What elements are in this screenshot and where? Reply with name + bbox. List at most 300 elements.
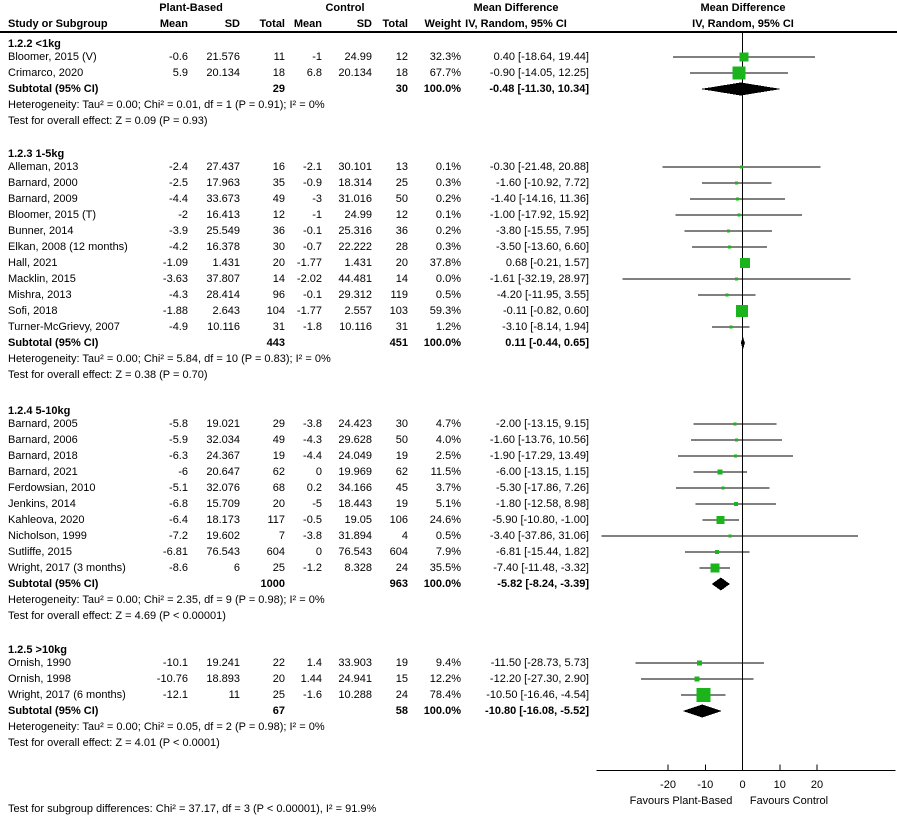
cell-ci-text: -5.90 [-10.80, -1.00] (492, 514, 589, 526)
cell-total-control: 19 (395, 498, 408, 510)
cell-total-control: 106 (389, 514, 408, 526)
cell-total-plant: 14 (272, 273, 285, 285)
col-header-total-plant: Total (259, 18, 285, 30)
cell-total-plant: 20 (272, 257, 285, 269)
study-name: Jenkins, 2014 (8, 498, 76, 510)
cell-mean-control: -0.1 (303, 289, 322, 301)
cell-weight: 24.6% (429, 514, 461, 526)
cell-total-plant: 20 (272, 498, 285, 510)
effect-square (721, 487, 724, 490)
heterogeneity-text: Heterogeneity: Tau² = 0.00; Chi² = 0.01, df = 1 (P = 0.91); I² = 0% (8, 99, 325, 111)
cell-total-plant: 49 (272, 434, 285, 446)
cell-ci-text: -5.30 [-17.86, 7.26] (496, 482, 589, 494)
axis-tick-label: 0 (739, 779, 746, 791)
subtotal-label: Subtotal (95% CI) (8, 337, 99, 349)
cell-sd-plant: 11 (228, 689, 240, 701)
cell-weight: 78.4% (429, 689, 461, 701)
cell-total-control: 103 (389, 305, 408, 317)
cell-total-plant: 36 (272, 225, 285, 237)
cell-sd-control: 22.222 (338, 241, 372, 253)
cell-sd-control: 76.543 (338, 546, 372, 558)
cell-ci-text: -0.90 [-14.05, 12.25] (489, 67, 589, 79)
cell-total-control: 24 (395, 689, 408, 701)
effect-square (737, 214, 740, 217)
cell-total-control: 50 (395, 434, 408, 446)
study-name: Crimarco, 2020 (8, 67, 84, 79)
cell-total-plant: 20 (272, 673, 285, 685)
cell-mean-plant: -4.4 (169, 193, 188, 205)
cell-mean-plant: -0.6 (169, 51, 188, 63)
cell-sd-plant: 32.034 (206, 434, 240, 446)
cell-sd-plant: 19.602 (206, 530, 240, 542)
cell-weight: 0.5% (435, 530, 461, 542)
axis-tick-label: 10 (773, 779, 786, 791)
col-header-sd-control: SD (356, 18, 372, 30)
overall-effect-text: Test for overall effect: Z = 4.69 (P < 0.00001) (8, 610, 226, 622)
cell-ci-text: -1.40 [-14.16, 11.36] (490, 193, 589, 205)
study-name: Turner-McGrievy, 2007 (8, 321, 120, 333)
cell-ci-text: -1.00 [-17.92, 15.92] (489, 209, 589, 221)
cell-sd-control: 19.969 (338, 466, 372, 478)
effect-square (725, 294, 728, 297)
cell-mean-plant: -7.2 (169, 530, 188, 542)
effect-square (740, 258, 750, 268)
cell-sd-control: 33.903 (338, 657, 372, 669)
cell-total-control: 963 (389, 578, 408, 590)
cell-mean-control: -1.77 (296, 257, 322, 269)
cell-total-control: 13 (395, 161, 408, 173)
cell-weight: 11.5% (430, 466, 461, 478)
cell-sd-control: 24.941 (338, 673, 372, 685)
cell-ci-text: -3.10 [-8.14, 1.94] (502, 321, 589, 333)
cell-weight: 0.1% (435, 209, 461, 221)
cell-mean-plant: -10.1 (162, 657, 188, 669)
heterogeneity-text: Heterogeneity: Tau² = 0.00; Chi² = 5.84, df = 10 (P = 0.83); I² = 0% (8, 353, 331, 365)
cell-sd-plant: 10.116 (207, 321, 240, 333)
col-header-mean-plant: Mean (159, 18, 188, 30)
cell-total-control: 119 (390, 289, 408, 301)
effect-square (733, 67, 746, 80)
cell-weight: 0.3% (435, 177, 461, 189)
cell-mean-plant: -5.1 (169, 482, 188, 494)
effect-square (736, 305, 748, 317)
cell-weight: 3.7% (435, 482, 461, 494)
col-header-ci-text: IV, Random, 95% CI (465, 18, 567, 30)
cell-sd-control: 1.431 (344, 257, 372, 269)
cell-mean-control: -1.6 (303, 689, 322, 701)
cell-mean-plant: -6.4 (169, 514, 188, 526)
cell-ci-text: -3.50 [-13.60, 6.60] (496, 241, 589, 253)
cell-total-plant: 12 (272, 209, 285, 221)
study-name: Barnard, 2009 (8, 193, 78, 205)
effect-square (735, 182, 738, 185)
cell-sd-control: 34.166 (338, 482, 372, 494)
cell-sd-control: 24.99 (344, 209, 372, 221)
cell-total-plant: 49 (272, 193, 285, 205)
cell-weight: 100.0% (423, 578, 461, 590)
favours-right-label: Favours Control (749, 795, 829, 807)
cell-mean-plant: -1.88 (162, 305, 188, 317)
cell-sd-plant: 20.134 (206, 67, 240, 79)
cell-total-control: 15 (395, 673, 408, 685)
col-header-ci-plot: IV, Random, 95% CI (692, 18, 794, 30)
effect-square (740, 166, 743, 169)
cell-ci-text: -1.90 [-17.29, 13.49] (489, 450, 589, 462)
cell-mean-plant: -6.81 (162, 546, 188, 558)
cell-mean-plant: -8.6 (169, 562, 188, 574)
subgroup-differences-text: Test for subgroup differences: Chi² = 37.17, df = 3 (P < 0.00001), I² = 91.9% (8, 803, 377, 815)
cell-sd-plant: 17.963 (206, 177, 240, 189)
cell-ci-text: -0.48 [-11.30, 10.34] (489, 83, 589, 95)
cell-sd-control: 18.314 (338, 177, 372, 189)
cell-mean-plant: -1.09 (162, 257, 188, 269)
study-name: Macklin, 2015 (8, 273, 76, 285)
effect-square (735, 278, 738, 281)
cell-weight: 4.7% (435, 418, 461, 430)
cell-sd-control: 8.328 (344, 562, 372, 574)
section-label: 1.2.3 1-5kg (8, 148, 65, 160)
cell-weight: 0.2% (435, 225, 461, 237)
cell-mean-plant: -6.3 (169, 450, 188, 462)
subtotal-diamond (741, 337, 745, 350)
cell-ci-text: -1.61 [-32.19, 28.97] (489, 273, 589, 285)
cell-total-control: 19 (395, 657, 408, 669)
cell-mean-control: -3.8 (303, 530, 322, 542)
cell-ci-text: -11.50 [-28.73, 5.73] (490, 657, 589, 669)
cell-weight: 0.5% (435, 289, 461, 301)
cell-sd-plant: 32.076 (206, 482, 240, 494)
cell-mean-control: -0.1 (303, 225, 322, 237)
effect-square (728, 246, 731, 249)
cell-total-control: 14 (395, 273, 408, 285)
cell-total-plant: 18 (272, 67, 285, 79)
cell-total-plant: 7 (278, 530, 285, 542)
overall-effect-text: Test for overall effect: Z = 0.38 (P = 0.70) (8, 369, 208, 381)
cell-weight: 37.8% (429, 257, 461, 269)
cell-total-plant: 604 (266, 546, 285, 558)
cell-sd-plant: 19.021 (206, 418, 240, 430)
cell-sd-control: 25.316 (338, 225, 372, 237)
cell-weight: 32.3% (429, 51, 461, 63)
cell-mean-control: -3 (312, 193, 322, 205)
cell-total-control: 62 (395, 466, 408, 478)
cell-mean-control: -3.8 (303, 418, 322, 430)
cell-mean-plant: -4.3 (169, 289, 188, 301)
col-header-mean-control: Mean (293, 18, 322, 30)
cell-total-plant: 29 (272, 83, 285, 95)
effect-square (695, 677, 700, 682)
cell-weight: 59.3% (429, 305, 461, 317)
cell-sd-control: 31.016 (338, 193, 372, 205)
cell-mean-plant: 5.9 (172, 67, 188, 79)
cell-mean-plant: -12.1 (162, 689, 188, 701)
cell-mean-plant: -2.5 (169, 177, 188, 189)
cell-sd-plant: 19.241 (206, 657, 240, 669)
cell-weight: 2.5% (435, 450, 461, 462)
overall-effect-text: Test for overall effect: Z = 4.01 (P < 0.0001) (8, 737, 220, 749)
cell-total-control: 12 (395, 209, 408, 221)
cell-mean-plant: -3.9 (169, 225, 188, 237)
cell-ci-text: -1.80 [-12.58, 8.98] (496, 498, 589, 510)
effect-square (697, 661, 702, 666)
cell-sd-control: 10.288 (338, 689, 372, 701)
cell-weight: 4.0% (435, 434, 461, 446)
cell-sd-plant: 33.673 (206, 193, 240, 205)
cell-mean-control: -0.5 (303, 514, 322, 526)
cell-sd-plant: 20.647 (206, 466, 240, 478)
study-name: Mishra, 2013 (8, 289, 72, 301)
cell-sd-plant: 21.576 (206, 51, 240, 63)
cell-ci-text: -0.11 [-0.82, 0.60] (502, 305, 589, 317)
cell-mean-plant: -2.4 (169, 161, 188, 173)
cell-sd-plant: 37.807 (206, 273, 240, 285)
cell-sd-plant: 76.543 (206, 546, 240, 558)
cell-sd-control: 10.116 (339, 321, 372, 333)
heterogeneity-text: Heterogeneity: Tau² = 0.00; Chi² = 2.35, df = 9 (P = 0.98); I² = 0% (8, 594, 325, 606)
cell-ci-text: -1.60 [-13.76, 10.56] (489, 434, 589, 446)
cell-sd-plant: 18.893 (206, 673, 240, 685)
cell-mean-plant: -2 (178, 209, 188, 221)
cell-mean-plant: -5.9 (169, 434, 188, 446)
cell-sd-control: 29.628 (338, 434, 372, 446)
cell-mean-control: -1.77 (296, 305, 322, 317)
study-name: Barnard, 2000 (8, 177, 78, 189)
cell-total-plant: 62 (272, 466, 285, 478)
effect-square (729, 326, 732, 329)
cell-mean-control: 6.8 (306, 67, 322, 79)
cell-mean-control: -2.02 (296, 273, 322, 285)
cell-mean-control: -1.2 (303, 562, 322, 574)
subtotal-diamond (683, 705, 722, 718)
md-header-text-column: Mean Difference (473, 2, 559, 14)
cell-ci-text: -3.80 [-15.55, 7.95] (496, 225, 589, 237)
cell-mean-control: 1.4 (306, 657, 322, 669)
cell-total-plant: 1000 (260, 578, 285, 590)
cell-weight: 100.0% (423, 705, 461, 717)
cell-mean-plant: -4.9 (169, 321, 188, 333)
cell-sd-control: 18.443 (338, 498, 372, 510)
cell-total-control: 19 (395, 450, 408, 462)
overall-effect-text: Test for overall effect: Z = 0.09 (P = 0.93) (8, 115, 208, 127)
cell-sd-control: 44.481 (338, 273, 372, 285)
cell-total-control: 20 (395, 257, 408, 269)
cell-sd-control: 2.557 (344, 305, 372, 317)
cell-mean-control: -4.4 (303, 450, 322, 462)
cell-sd-plant: 25.549 (206, 225, 240, 237)
cell-ci-text: 0.40 [-18.64, 19.44] (493, 51, 589, 63)
study-name: Bunner, 2014 (8, 225, 74, 237)
cell-mean-control: 0 (315, 466, 322, 478)
cell-sd-control: 24.423 (338, 418, 372, 430)
cell-ci-text: -2.00 [-13.15, 9.15] (496, 418, 589, 430)
cell-total-control: 451 (389, 337, 408, 349)
cell-mean-control: -4.3 (303, 434, 322, 446)
heterogeneity-text: Heterogeneity: Tau² = 0.00; Chi² = 0.05, df = 2 (P = 0.98); I² = 0% (8, 721, 325, 733)
effect-square (717, 516, 725, 524)
cell-sd-plant: 16.413 (206, 209, 240, 221)
cell-weight: 1.2% (435, 321, 461, 333)
effect-square (728, 535, 731, 538)
cell-ci-text: -5.82 [-8.24, -3.39] (497, 578, 589, 590)
study-name: Alleman, 2013 (8, 161, 79, 173)
subtotal-label: Subtotal (95% CI) (8, 578, 99, 590)
cell-weight: 100.0% (423, 337, 461, 349)
subtotal-label: Subtotal (95% CI) (8, 705, 99, 717)
cell-weight: 5.1% (435, 498, 461, 510)
cell-total-plant: 30 (272, 241, 285, 253)
cell-total-plant: 11 (273, 51, 285, 63)
cell-weight: 9.4% (435, 657, 461, 669)
cell-ci-text: -6.00 [-13.15, 1.15] (496, 466, 589, 478)
cell-total-plant: 104 (266, 305, 285, 317)
effect-square (739, 53, 748, 62)
cell-total-control: 31 (395, 321, 408, 333)
cell-total-control: 45 (395, 482, 408, 494)
study-name: Hall, 2021 (8, 257, 58, 269)
cell-total-control: 30 (395, 83, 408, 95)
cell-total-control: 36 (395, 225, 408, 237)
cell-mean-plant: -10.76 (156, 673, 188, 685)
cell-mean-plant: -6 (178, 466, 188, 478)
subtotal-diamond (700, 83, 781, 96)
cell-weight: 0.3% (435, 241, 461, 253)
cell-sd-plant: 27.437 (206, 161, 240, 173)
study-name: Elkan, 2008 (12 months) (8, 241, 128, 253)
cell-total-plant: 96 (272, 289, 285, 301)
col-header-weight: Weight (424, 18, 461, 30)
cell-total-plant: 35 (272, 177, 285, 189)
cell-mean-control: -1 (312, 51, 322, 63)
cell-mean-control: 1.44 (300, 673, 322, 685)
cell-total-plant: 25 (272, 689, 285, 701)
effect-square (715, 550, 719, 554)
cell-total-plant: 22 (272, 657, 285, 669)
cell-mean-control: -1.8 (303, 321, 322, 333)
subtotal-diamond (712, 578, 730, 591)
favours-left-label: Favours Plant-Based (629, 795, 733, 807)
effect-square (727, 230, 730, 233)
cell-mean-plant: -5.8 (169, 418, 188, 430)
study-name: Bloomer, 2015 (T) (8, 209, 97, 221)
cell-total-plant: 443 (266, 337, 285, 349)
study-name: Sutliffe, 2015 (8, 546, 73, 558)
cell-total-plant: 67 (272, 705, 285, 717)
cell-mean-control: -2.1 (303, 161, 322, 173)
cell-total-control: 4 (401, 530, 408, 542)
cell-total-control: 12 (395, 51, 408, 63)
cell-total-control: 58 (395, 705, 408, 717)
study-name: Sofi, 2018 (8, 305, 58, 317)
study-name: Nicholson, 1999 (8, 530, 87, 542)
cell-mean-plant: -4.2 (169, 241, 188, 253)
study-name: Barnard, 2021 (8, 466, 78, 478)
cell-ci-text: -6.81 [-15.44, 1.82] (496, 546, 589, 558)
axis-tick-label: 20 (810, 779, 824, 791)
cell-weight: 7.9% (435, 546, 461, 558)
cell-total-control: 25 (395, 177, 408, 189)
cell-ci-text: -0.30 [-21.48, 20.88] (489, 161, 589, 173)
effect-square (734, 502, 738, 506)
cell-mean-control: -5 (312, 498, 322, 510)
cell-total-control: 30 (395, 418, 408, 430)
col-header-sd-plant: SD (224, 18, 240, 30)
effect-square (734, 455, 737, 458)
cell-total-plant: 25 (272, 562, 285, 574)
cell-ci-text: -10.50 [-16.46, -4.54] (486, 689, 589, 701)
cell-weight: 100.0% (423, 83, 461, 95)
axis-tick-label: -20 (660, 779, 676, 791)
study-name: Kahleova, 2020 (8, 514, 85, 526)
cell-ci-text: 0.11 [-0.44, 0.65] (505, 337, 589, 349)
cell-total-plant: 31 (272, 321, 285, 333)
cell-sd-plant: 16.378 (206, 241, 240, 253)
cell-sd-plant: 2.643 (212, 305, 240, 317)
cell-mean-control: -0.9 (303, 177, 322, 189)
cell-mean-control: -1 (312, 209, 322, 221)
cell-total-plant: 117 (267, 514, 285, 526)
study-name: Ornish, 1990 (8, 657, 71, 669)
cell-sd-control: 31.894 (338, 530, 372, 542)
cell-ci-text: -1.60 [-10.92, 7.72] (496, 177, 589, 189)
study-name: Wright, 2017 (3 months) (8, 562, 126, 574)
cell-total-plant: 19 (272, 450, 285, 462)
effect-square (735, 439, 738, 442)
cell-weight: 0.2% (435, 193, 461, 205)
cell-sd-plant: 18.173 (206, 514, 240, 526)
cell-total-plant: 29 (272, 418, 285, 430)
col-header-total-control: Total (382, 18, 408, 30)
effect-square (710, 564, 719, 573)
section-label: 1.2.5 >10kg (8, 644, 68, 656)
cell-weight: 0.0% (435, 273, 461, 285)
cell-mean-plant: -6.8 (169, 498, 188, 510)
cell-weight: 35.5% (429, 562, 461, 574)
cell-sd-control: 30.101 (338, 161, 372, 173)
axis-tick-label: -10 (697, 779, 714, 791)
col-header-study: Study or Subgroup (8, 18, 108, 30)
cell-weight: 67.7% (429, 67, 461, 79)
group-header-plant-based: Plant-Based (159, 2, 223, 14)
cell-weight: 12.2% (429, 673, 461, 685)
cell-sd-control: 24.049 (338, 450, 372, 462)
cell-ci-text: -10.80 [-16.08, -5.52] (485, 705, 589, 717)
study-name: Ornish, 1998 (8, 673, 71, 685)
effect-square (696, 688, 710, 702)
cell-ci-text: -12.20 [-27.30, 2.90] (489, 673, 589, 685)
study-name: Wright, 2017 (6 months) (8, 689, 126, 701)
cell-sd-plant: 15.709 (206, 498, 240, 510)
cell-sd-plant: 28.414 (206, 289, 240, 301)
cell-sd-plant: 6 (233, 562, 240, 574)
cell-sd-control: 20.134 (338, 67, 372, 79)
section-label: 1.2.2 <1kg (8, 38, 61, 50)
md-header-plot-column: Mean Difference (700, 2, 786, 14)
cell-ci-text: -3.40 [-37.86, 31.06] (489, 530, 589, 542)
cell-total-plant: 16 (272, 161, 285, 173)
study-name: Barnard, 2018 (8, 450, 78, 462)
cell-total-control: 24 (395, 562, 408, 574)
cell-ci-text: 0.68 [-0.21, 1.57] (505, 257, 589, 269)
study-name: Bloomer, 2015 (V) (8, 51, 97, 63)
cell-ci-text: -4.20 [-11.95, 3.55] (496, 289, 589, 301)
group-header-control: Control (325, 2, 365, 14)
cell-sd-control: 24.99 (344, 51, 372, 63)
effect-square (718, 470, 723, 475)
cell-total-control: 50 (395, 193, 408, 205)
cell-mean-control: 0.2 (306, 482, 322, 494)
cell-sd-control: 19.05 (344, 514, 372, 526)
cell-mean-plant: -3.63 (162, 273, 188, 285)
